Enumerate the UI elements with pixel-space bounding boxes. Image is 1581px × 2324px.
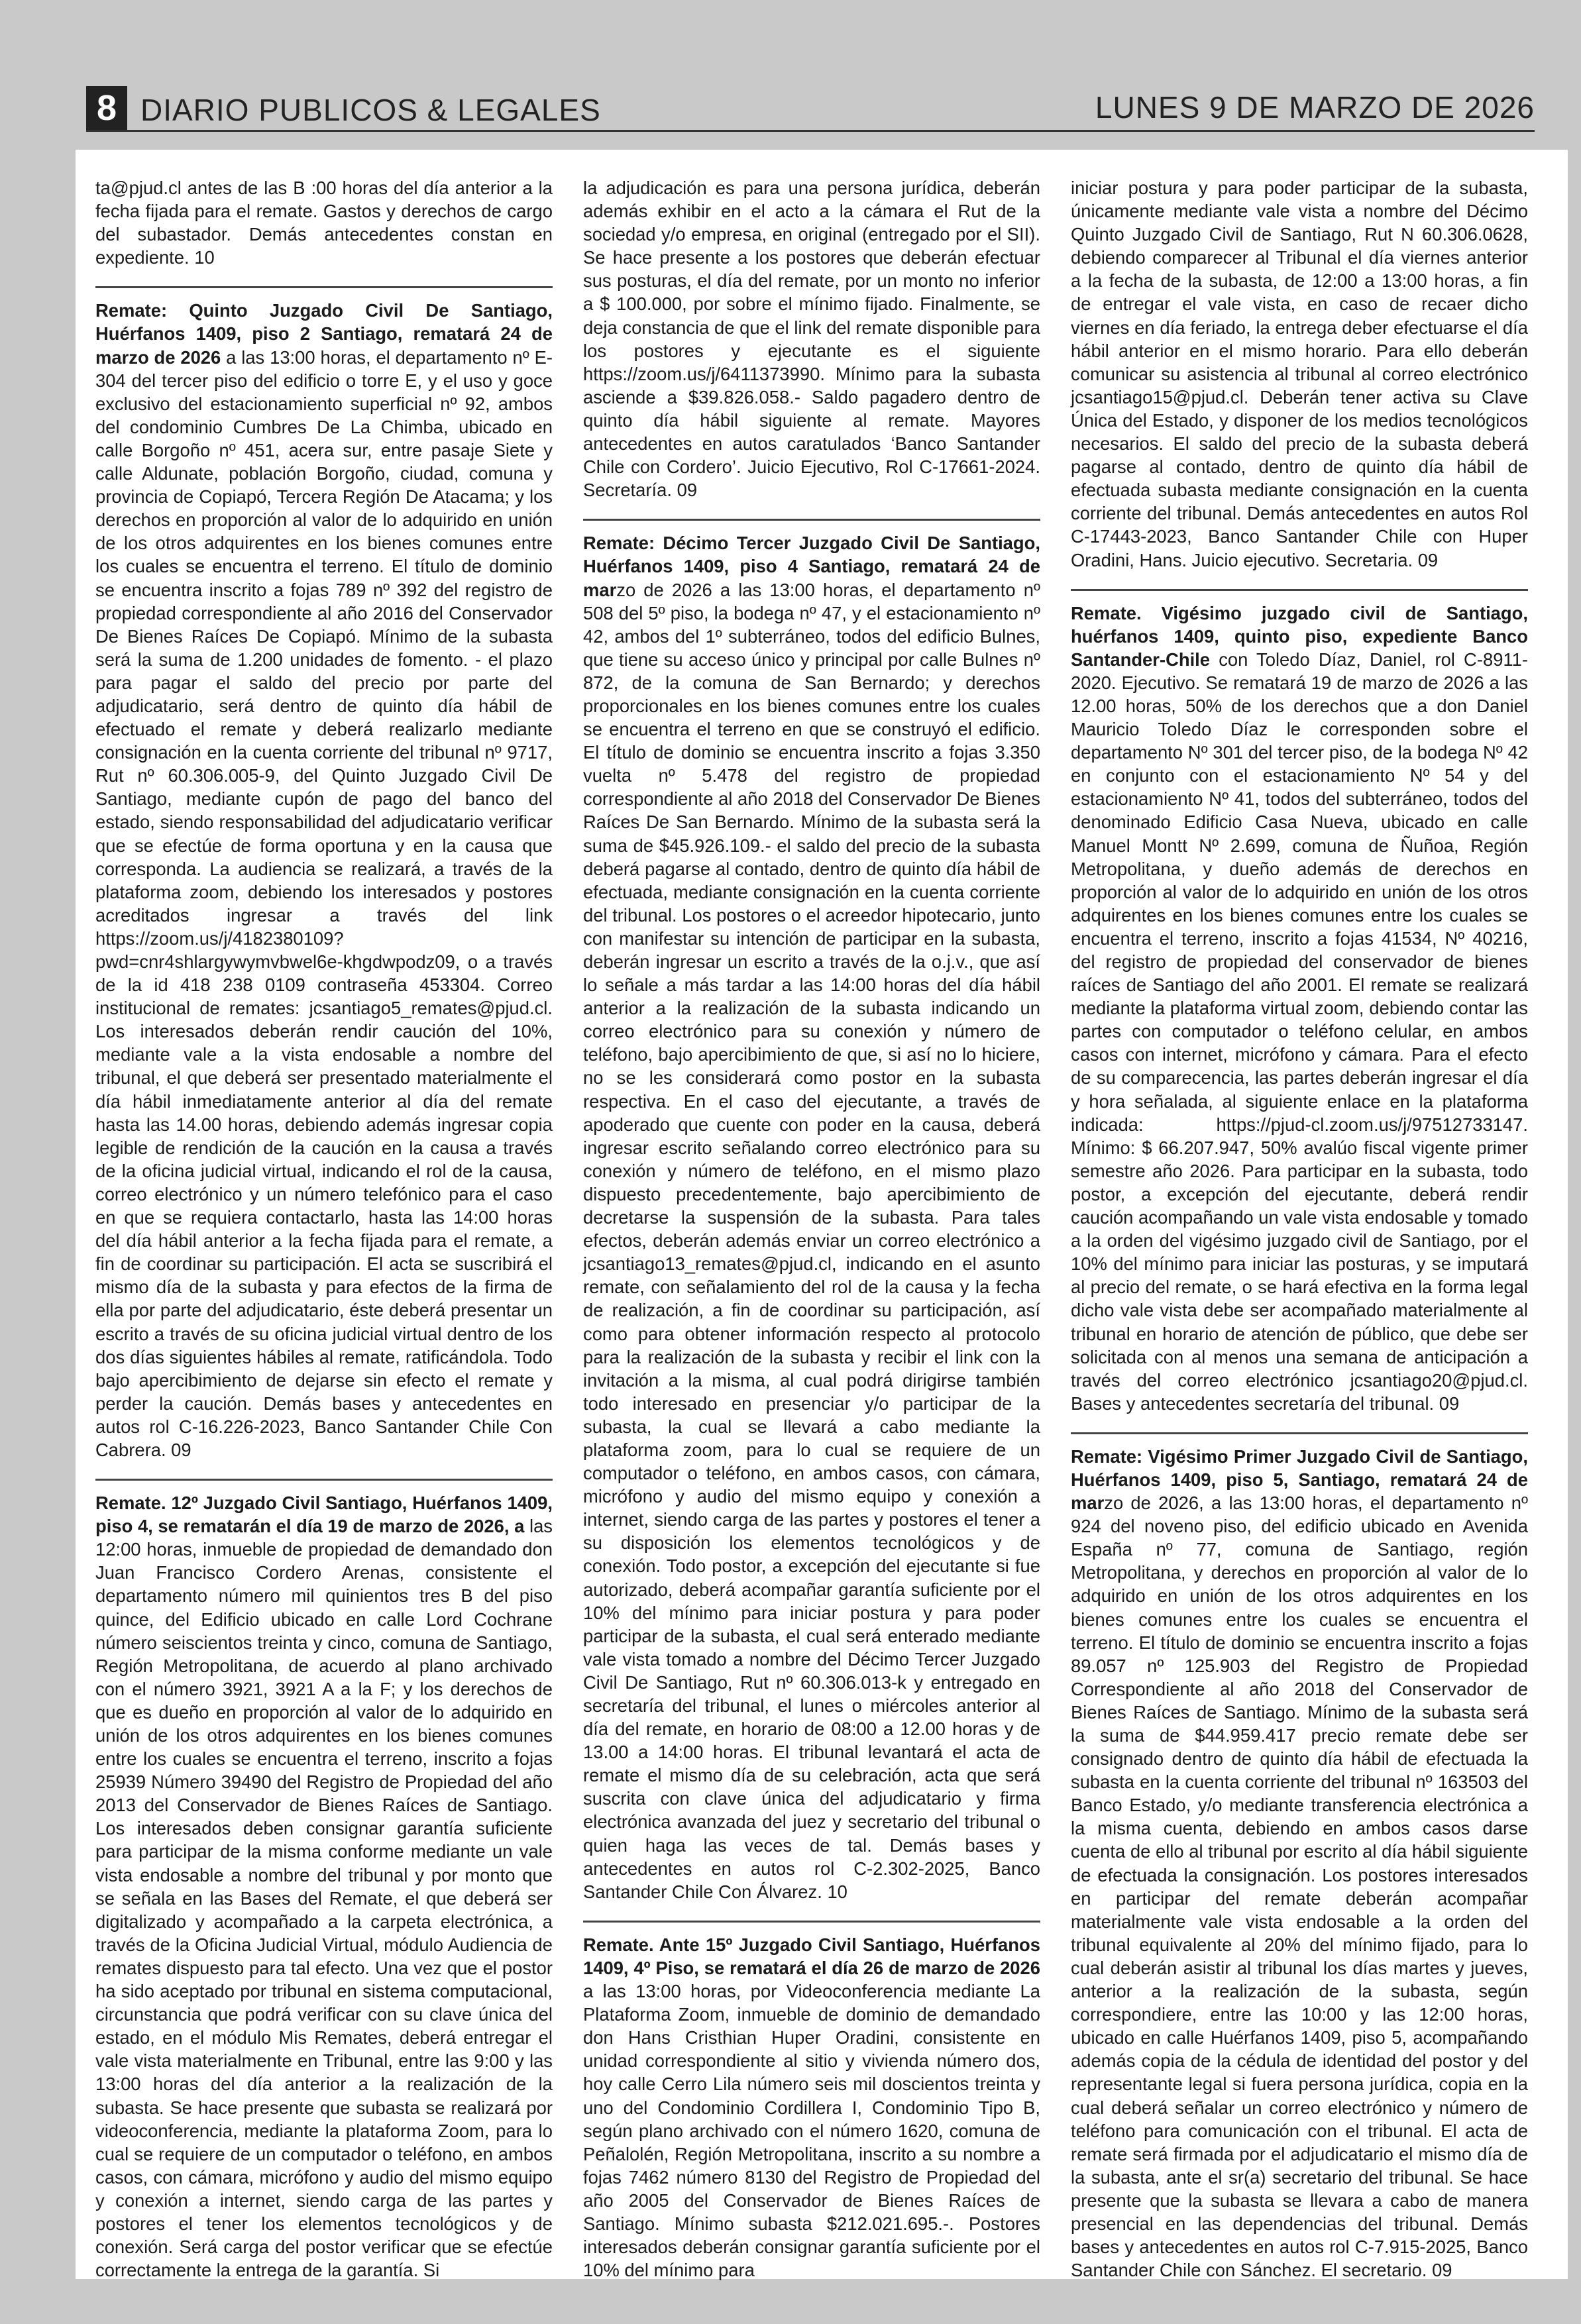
notice-heading: Remate. 12º Juzgado Civil Santiago, Huérfanos 1409, piso 4, se rematarán el día 19 de marzo de 2026, a [95,1493,553,1537]
column-1 [95,176,553,2299]
notice-heading: Remate: Quinto Juzgado Civil De Santiago, Huérfanos 1409, piso 2 Santiago, rematará 24 de marzo de 2026 [95,300,553,368]
notice-text: zo de 2026 a las 13:00 horas, el departamento nº 508 del 5º piso, la bodega nº 47, y el estacionamiento nº 42, ambos del 1º subterráneo, todos del edificio Bulnes, que tiene su acceso único y principal por calle Bulnes nº 872, de la comuna de San Bernardo; y derechos proporcionales en los bienes comunes entre los cuales se encuentra el terreno en que se construyó el edificio. El título de dominio se encuentra inscrito a fojas 3.350 vuelta nº 5.478 del registro de propiedad correspondiente al año 2018 del Conservador De Bienes Raíces De San Bernardo. Mínimo de la subasta será la suma de $45.926.109.- el saldo del precio de la subasta deberá pagarse al contado, dentro de quinto día hábil de efectuada, mediante consignación en la cuenta corriente del tribunal. Los postores o el acreedor hipotecario, junto con manifestar su intención de participar en la subasta, deberán ingresar un escrito a través de la o.j.v., que así lo señale a más tardar a las 14:00 horas del día hábil anterior a la realización de la subasta indicando un correo electrónico para su conexión y número de teléfono, bajo apercibimiento de que, si así no lo hiciere, no se les considerará como postor en la subasta respectiva. En el caso del ejecutante, a través de apoderado que cuente con poder en la causa, deberá ingresar escrito señalando correo electrónico para su conexión y número de teléfono, en el mismo plazo dispuesto precedentemente, bajo apercibimiento de decretarse la suspensión de la subasta. Para tales efectos, deberán además enviar un correo electrónico a jcsantiago13_remates@pjud.cl, indicando en el asunto remate, con señalamiento del rol de la causa y la fecha de realización, a fin de coordinar su participación, así como para obtener información respecto al protocolo para la realización de la subasta y recibir el link con la invitación a la misma, al cual podrá dirigirse también todo interesado en presenciar y/o participar de la subasta, la cual se llevará a cabo mediante la plataforma zoom, para lo cual se requiere de un computador o teléfono, en ambos casos, con cámara, micrófono y audio del mismo equipo y conexión a internet, siendo carga de las partes y postores el tener a su disposición los elementos tecnológicos y de conexión. Todo postor, a excepción del ejecutante si fue autorizado, deberá acompañar garantía suficiente por el 10% del mínimo para iniciar postura y para poder participar de la subasta, el cual será enterado mediante vale vista tomado a nombre del Décimo Tercer Juzgado Civil De Santiago, Rut nº 60.306.013-k y entregado en secretaría del tribunal, el lunes o miércoles anterior al día del remate, en horario de 08:00 a 12.00 horas y de 13.00 a 14:00 horas. El tribunal levantará el acta de remate el mismo día de su celebración, acta que será suscrita con clave única del adjudicatario y firma electrónica avanzada del juez y secretario del tribunal o quien haga las veces de tal. Demás bases y antecedentes en autos rol C-2.302-2025, Banco Santander Chile Con Álvarez. 10 [583,579,1040,1902]
notice-text: ta@pjud.cl antes de las B :00 horas del día anterior a la fecha fijada para el remate. Gastos y derechos de cargo del subastador. Demás antecedentes constan en expediente. 10 [95,178,553,268]
notice [583,531,1040,1921]
notice-divider [583,1921,1040,1923]
notice-divider [95,1479,553,1481]
notice-divider [1071,1432,1528,1434]
page-number: 8 [86,86,127,130]
notice [583,1933,1040,2299]
notice-divider [1071,589,1528,591]
notice-heading: Remate. Vigésimo juzgado civil de Santiago, huérfanos 1409, quinto piso, expediente Banco Santander-Chile [1071,602,1528,670]
notice-text: con Toledo Díaz, Daniel, rol C-8911-2020. Ejecutivo. Se rematará 19 de marzo de 2026 a las 12.00 horas, 50% de los derechos que a don Daniel Mauricio Toledo Díaz le corresponden sobre el departamento Nº 301 del tercer piso, de la bodega Nº 42 en conjunto con el estacionamiento Nº 54 y del estacionamiento Nº 41, todos del subterráneo, todos del denominado Edificio Casa Nueva, ubicado en calle Manuel Montt Nº 2.699, comuna de Ñuñoa, Región Metropolitana, y dueño además de derechos en proporción al valor de lo adquirido en unión de los otros adquirentes en los bienes comunes entre los cuales se encuentra el terreno, inscrito a fojas 41534, Nº 40216, del registro de propiedad del conservador de bienes raíces de Santiago del año 2001. El remate se realizará mediante la plataforma virtual zoom, debiendo contar las partes con computador o teléfono celular, en ambos casos con internet, micrófono y cámara. Para el efecto de su comparecencia, las partes deberán ingresar el día y hora señalada, al siguiente enlace en la plataforma indicada: https://pjud-cl.zoom.us/j/97512733147. Mínimo: $ 66.207.947, 50% avalúo fiscal vigente primer semestre año 2026. Para participar en la subasta, todo postor, a excepción del ejecutante, deberá rendir caución acompañando un vale vista endosable y tomado a la orden del vigésimo juzgado civil de Santiago, por el 10% del mínimo para iniciar las posturas, y se imputará al precio del remate, o se hará efectiva en la forma legal dicho vale vista debe ser acompañado materialmente al tribunal en horario de atención de público, que debe ser solicitada con al menos una semana de anticipación a través del correo electrónico jcsantiago20@pjud.cl. Bases y antecedentes secretaría del tribunal. 09 [1071,649,1528,1414]
notice [1071,176,1528,589]
notice [95,299,553,1479]
page-header [86,83,1535,132]
notice-heading: Remate. Ante 15º Juzgado Civil Santiago, Huérfanos 1409, 4º Piso, se rematará el día 26 de marzo de 2026 [583,1934,1040,1978]
notice [583,176,1040,519]
notice-divider [583,519,1040,521]
page-body [76,150,1568,2279]
notice-text: zo de 2026, a las 13:00 horas, el departamento nº 924 del noveno piso, del edificio ubicado en Avenida España nº 77, comuna de Santiago, región Metropolitana, y derechos en proporción al valor de lo adquirido en unión de los otros adquirentes en los bienes comunes entre los cuales se encuentra el terreno. El título de dominio se encuentra inscrito a fojas 89.057 nº 125.903 del Registro de Propiedad Correspondiente al año 2018 del Conservador de Bienes Raíces de Santiago. Mínimo de la subasta será la suma de $44.959.417 precio remate debe ser consignado dentro de quinto día hábil de efectuada la subasta en la cuenta corriente del tribunal nº 163503 del Banco Estado, y/o mediante transferencia electrónica a la misma cuenta, debiendo en ambos casos darse cuenta de ello al tribunal por escrito al día hábil siguiente de efectuada la consignación. Los postores interesados en participar del remate deberán acompañar materialmente vale vista endosable a la orden del tribunal equivalente al 20% del mínimo fijado, para lo cual deberán asistir al tribunal los días martes y jueves, anterior a la realización de la subasta, según correspondiere, entre las 10:00 y las 12:00 horas, ubicado en calle Huérfanos 1409, piso 5, acompañando además copia de la cédula de identidad del postor y del representante legal si fuera persona jurídica, copia en la cual deberá señalar un correo electrónico y número de teléfono para comunicación con el tribunal. El acta de remate será firmada por el adjudicatario el mismo día de la subasta, ante el sr(a) secretario del tribunal. Se hace presente que la subasta se llevara a cabo de manera presencial en las dependencias del tribunal. Demás bases y antecedentes en autos rol C-7.915-2025, Banco Santander Chile con Sánchez. El secretario. 09 [1071,1493,1528,2281]
notice [95,176,553,286]
notice [95,1491,553,2299]
notice [1071,602,1528,1432]
publication-date: LUNES 9 DE MARZO DE 2026 [1095,90,1535,125]
notice-heading: Remate: Vigésimo Primer Juzgado Civil de Santiago, Huérfanos 1409, piso 5, Santiago, rematará 24 de mar [1071,1446,1528,1514]
notice [1071,1445,1528,2299]
notice-heading: Remate: Décimo Tercer Juzgado Civil De Santiago, Huérfanos 1409, piso 4 Santiago, rematará 24 de mar [583,533,1040,600]
notice-text: a las 13:00 horas, el departamento nº E-304 del tercer piso del edificio o torre E, y el uso y goce exclusivo del estacionamiento superficial nº 92, ambos del condominio Cumbres De La Chimba, ubicado en calle Borgoño nº 451, acera sur, entre pasaje Siete y calle Aldunate, población Borgoño, ciudad, comuna y provincia de Copiapó, Tercera Región De Atacama; y los derechos en proporción al valor de lo adquirido en unión de los otros adquirentes en los bienes comunes entre los cuales se encuentra el terreno. El título de dominio se encuentra inscrito a fojas 789 nº 392 del registro de propiedad correspondiente al año 2016 del Conservador De Bienes Raíces De Copiapó. Mínimo de la subasta será la suma de 1.200 unidades de fomento. - el plazo para pagar el saldo del precio por parte del adjudicatario, será dentro de quinto día hábil de efectuado el remate y deberá realizarlo mediante consignación en la cuenta corriente del tribunal nº 9717, Rut nº 60.306.005-9, del Quinto Juzgado Civil De Santiago, mediante cupón de pago del banco del estado, siendo responsabilidad del adjudicatario verificar que se efectúe de forma oportuna y en la causa que corresponda. La audiencia se realizará, a través de la plataforma zoom, debiendo los interesados y postores acreditados ingresar a través del link https://zoom.us/j/4182380109?pwd=cnr4shlargywymvbwel6e-khgdwpodz09, o a través de la id 418 238 0109 contraseña 453304. Correo institucional de remates: jcsantiago5_remates@pjud.cl. Los interesados deberán rendir caución del 10%, mediante vale a la vista endosable a nombre del tribunal, el que deberá ser presentado materialmente el día hábil inmediatamente anterior al día del remate hasta las 14.00 horas, debiendo además ingresar copia legible de rendición de la caución en la causa a través de la oficina judicial virtual, indicando el rol de la causa, correo electrónico y un número telefónico para el caso en que se requiera contactarlo, hasta las 14:00 horas del día hábil anterior a la fecha fijada para el remate, a fin de coordinar su participación. El acta se suscribirá el mismo día de la subasta y para efectos de la firma de ella por parte del adjudicatario, éste deberá presentar un escrito a través de su oficina judicial virtual dentro de los dos días siguientes hábiles al remate, ratificándola. Todo bajo apercibimiento de dejarse sin efecto el remate y perder la caución. Demás bases y antecedentes en autos rol C-16.226-2023, Banco Santander Chile Con Cabrera. 09 [95,346,553,1460]
notice-text: la adjudicación es para una persona jurídica, deberán además exhibir en el acto a la cámara el Rut de la sociedad y/o empresa, en original (entregado por el SII). Se hace presente a los postores que deberán efectuar sus posturas, el día del remate, por un monto no inferior a $ 100.000, por sobre el mínimo fijado. Finalmente, se deja constancia de que el link del remate disponible para los postores y ejecutante es el siguiente https://zoom.us/j/6411373990. Mínimo para la subasta asciende a $39.826.058.- Saldo pagadero dentro de quinto día hábil siguiente al remate. Mayores antecedentes en autos caratulados ‘Banco Santander Chile con Cordero’. Juicio Ejecutivo, Rol C-17661-2024. Secretaría. 09 [583,178,1040,501]
notice-text: las 12:00 horas, inmueble de propiedad de demandado don Juan Francisco Cordero Arenas, consistente el departamento número mil quinientos tres B del piso quince, del Edificio ubicado en calle Lord Cochrane número seiscientos treinta y cinco, comuna de Santiago, Región Metropolitana, de acuerdo al plano archivado con el número 3921, 3921 A a la F; y los derechos de que es dueño en proporción al valor de lo adquirido en unión de los otros adquirentes en los bienes comunes entre los cuales se encuentra el terreno, inscrito a fojas 25939 Número 39490 del Registro de Propiedad del año 2013 del Conservador de Bienes Raíces de Santiago. Los interesados deben consignar garantía suficiente para participar de la misma conforme mediante un vale vista endosable a nombre del tribunal y por monto que se señala en las Bases del Remate, el que deberá ser digitalizado y acompañado a la carpeta electrónica, a través de la Oficina Judicial Virtual, módulo Audiencia de remates dispuesto para tal efecto. Una vez que el postor ha sido aceptado por tribunal en sistema computacional, circunstancia que podrá verificar con su clave única del estado, en el módulo Mis Remates, deberá entregar el vale vista materialmente en Tribunal, entre las 9:00 y las 13:00 horas del día anterior a la realización de la subasta. Se hace presente que subasta se realizará por videoconferencia, mediante la plataforma Zoom, para lo cual se requiere de un computador o teléfono, en ambos casos, con cámara, micrófono y audio del mismo equipo y conexión a internet, siendo carga de las partes y postores el tener los elementos tecnológicos y de conexión. Será carga del postor verificar que se efectúe correctamente la entrega de la garantía. Si [95,1516,553,2281]
notice-divider [95,286,553,288]
notice-text: iniciar postura y para poder participar de la subasta, únicamente mediante vale vista a nombre del Décimo Quinto Juzgado Civil de Santiago, Rut N 60.306.0628, debiendo comparecer al Tribunal el día viernes anterior a la fecha de la subasta, de 12:00 a 13:00 horas, a fin de entregar el vale vista, en caso de recaer dicho viernes en día feriado, la entrega deber efectuarse el día hábil anterior en el mismo horario. Para ello deberán comunicar su asistencia al tribunal al correo electrónico jcsantiago15@pjud.cl. Deberán tener activa su Clave Única del Estado, y disponer de los medios tecnológicos necesarios. El saldo del precio de la subasta deberá pagarse al contado, dentro de quinto día hábil de efectuada subasta mediante consignación en la cuenta corriente del tribunal. Demás antecedentes en autos Rol C-17443-2023, Banco Santander Chile con Huper Oradini, Hans. Juicio ejecutivo. Secretaria. 09 [1071,178,1528,570]
column-3 [1071,176,1528,2299]
notice-text: a las 13:00 horas, por Videoconferencia mediante La Plataforma Zoom, inmueble de dominio de demandado don Hans Cristhian Huper Oradini, consistente en unidad correspondiente al sitio y vivienda número dos, hoy calle Cerro Lila número seis mil doscientos treinta y uno del Condominio Cordillera I, Condominio Tipo B, según plano archivado con el número 1620, comuna de Peñalolén, Región Metropolitana, inscrito a su nombre a fojas 7462 número 8130 del Registro de Propiedad del año 2005 del Conservador de Bienes Raíces de Santiago. Mínimo subasta $212.021.695.-. Postores interesados deberán consignar garantía suficiente por el 10% del mínimo para [583,1981,1040,2281]
column-2 [583,176,1040,2299]
publication-name: DIARIO PUBLICOS & LEGALES [140,93,601,127]
